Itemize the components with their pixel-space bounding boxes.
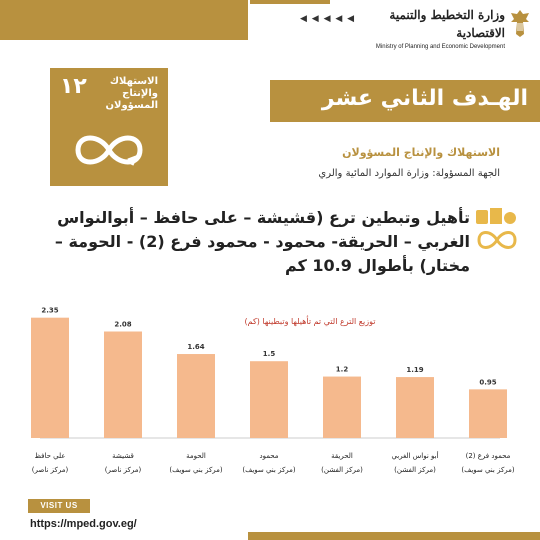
- goal-title-band: [270, 80, 540, 122]
- responsible-entity: الجهة المسؤولة: وزارة الموارد المائية والري: [318, 168, 500, 179]
- bar: [177, 354, 215, 438]
- sdg-number: ١٢: [60, 74, 87, 99]
- sdg-title: الاستهلاك والإنتاج المسؤولان: [105, 76, 158, 111]
- infinity-icon: [70, 126, 148, 174]
- bar: [323, 377, 361, 438]
- project-description: تأهيل وتبطين ترع (قشيشة – على حافظ – أبوالنواس الغربي – الحريقة- محمود - محمود فرع (2) - الحومة – مختار) بأطوال 10.9 كم: [54, 208, 470, 275]
- goal-12-small-icon: [474, 206, 520, 252]
- visit-us-label: VISIT US: [28, 499, 90, 513]
- data-label: 1.19: [406, 366, 424, 375]
- goal-subtitle: الاستهلاك والإنتاج المسؤولان: [342, 146, 500, 159]
- data-label: 1.5: [262, 350, 276, 359]
- bar: [396, 377, 434, 438]
- data-label: 1.64: [187, 343, 205, 352]
- category-label: علي حافظ: [34, 452, 66, 460]
- bar: [31, 318, 69, 438]
- category-sublabel: (مركز بني سويف): [461, 466, 515, 474]
- ministry-name-ar: وزارة التخطيط والتنمية الاقتصادية: [389, 8, 505, 40]
- category-sublabel: (مركز ناصر): [31, 466, 69, 474]
- category-label: قشيشة: [112, 452, 134, 460]
- category-label: الحومة: [186, 452, 206, 460]
- header-accent-bar: [0, 0, 248, 40]
- ministry-logo-text: [373, 6, 505, 50]
- category-label: محمود: [259, 452, 279, 460]
- data-label: 1.2: [335, 365, 349, 374]
- bar: [469, 389, 507, 438]
- footer-accent-bar: [248, 532, 540, 540]
- website-link[interactable]: https://mped.gov.eg/: [30, 518, 137, 530]
- category-sublabel: (مركز بني سويف): [169, 466, 223, 474]
- bar: [250, 361, 288, 438]
- chart-title: توزيع الترع التي تم تأهيلها وتبطينها (كم): [244, 317, 376, 326]
- category-sublabel: (مركز الفشن): [321, 466, 363, 474]
- ministry-name-en: Ministry of Planning and Economic Development: [375, 44, 505, 50]
- category-label: محمود فرع (2): [465, 452, 511, 460]
- goal-title: الهـدف الثاني عشر: [321, 86, 528, 111]
- arrow-decoration: ◀ ◀ ◀ ◀ ◀: [300, 14, 356, 24]
- sdg-12-tile: [50, 68, 168, 186]
- eagle-emblem-icon: [509, 8, 531, 38]
- bar: [104, 332, 142, 438]
- category-sublabel: (مركز الفشن): [394, 466, 436, 474]
- category-label: أبو نواس الغربي: [391, 452, 439, 460]
- category-sublabel: (مركز بني سويف): [242, 466, 296, 474]
- data-label: 2.08: [114, 320, 132, 329]
- data-label: 2.35: [41, 306, 59, 315]
- canal-lengths-bar-chart: [0, 290, 540, 490]
- category-sublabel: (مركز ناصر): [104, 466, 142, 474]
- category-label: الحريقة: [331, 452, 353, 460]
- header-accent-line: [250, 0, 330, 4]
- data-label: 0.95: [479, 378, 497, 387]
